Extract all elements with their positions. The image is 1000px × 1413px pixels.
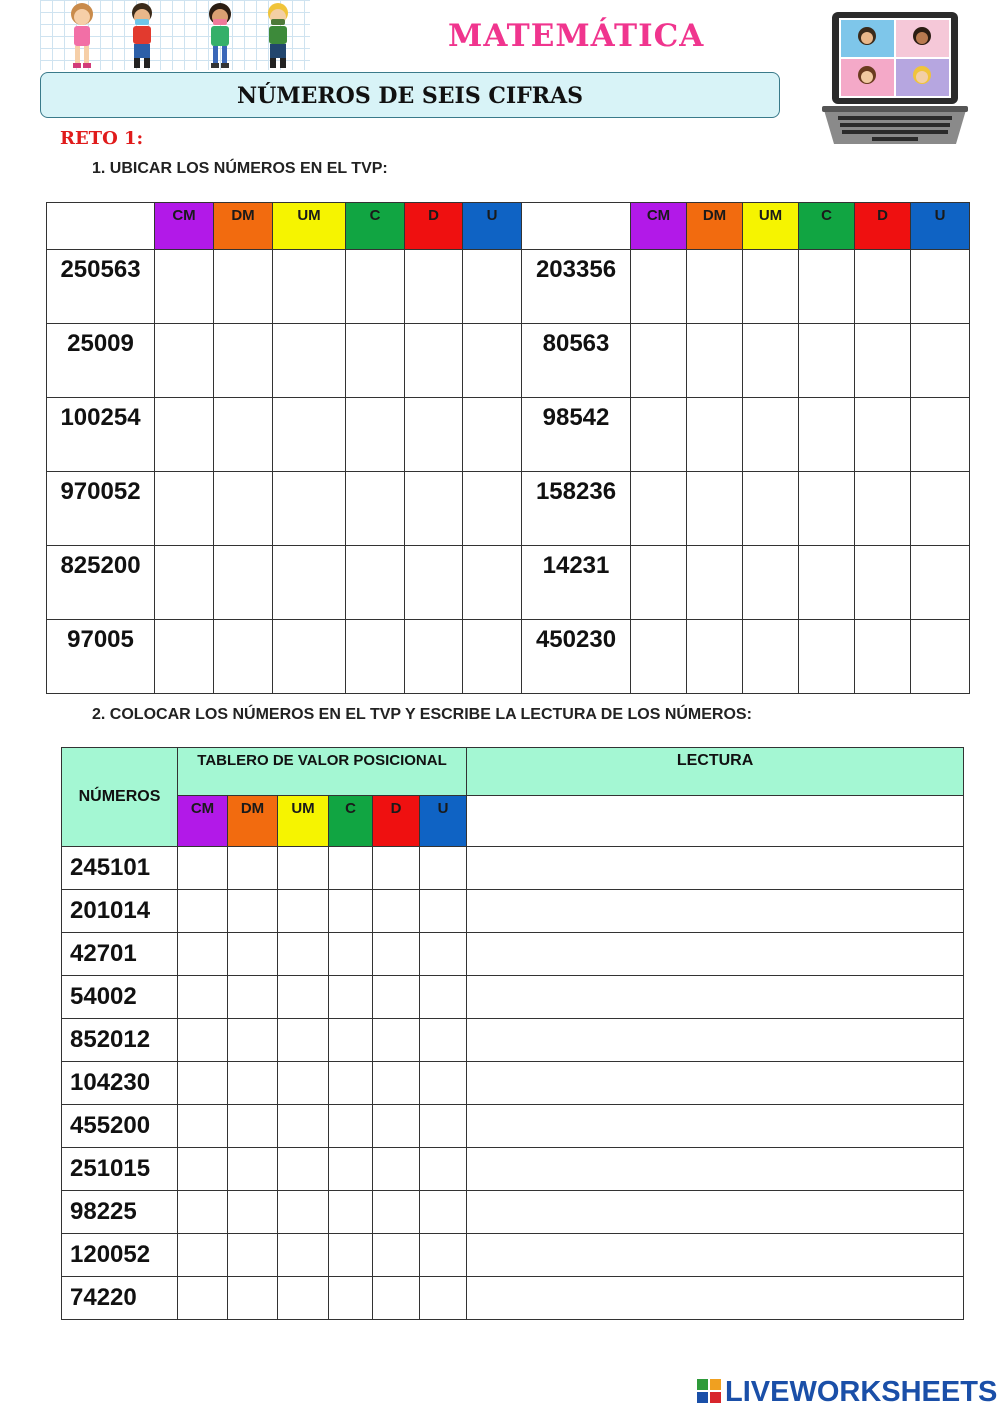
answer-cell[interactable] xyxy=(855,546,911,620)
number-cell: 203356 xyxy=(522,250,631,324)
answer-cell[interactable] xyxy=(228,1062,278,1105)
answer-cell[interactable] xyxy=(855,620,911,694)
number-cell: 158236 xyxy=(522,472,631,546)
blank-header xyxy=(47,203,155,250)
answer-cell[interactable] xyxy=(631,546,687,620)
answer-cell[interactable] xyxy=(346,324,405,398)
answer-cell[interactable] xyxy=(855,324,911,398)
answer-cell[interactable] xyxy=(687,398,743,472)
table-1-header xyxy=(47,203,970,250)
answer-cell[interactable] xyxy=(420,1105,467,1148)
number-cell: 98542 xyxy=(522,398,631,472)
lectura-cell[interactable] xyxy=(467,1019,964,1062)
answer-cell[interactable] xyxy=(214,250,273,324)
answer-cell[interactable] xyxy=(420,1062,467,1105)
table-row xyxy=(62,1191,964,1234)
answer-cell[interactable] xyxy=(373,1062,420,1105)
answer-cell[interactable] xyxy=(911,324,970,398)
table-row xyxy=(47,324,970,398)
table-row xyxy=(62,890,964,933)
answer-cell[interactable] xyxy=(329,976,373,1019)
kids-illustration xyxy=(40,0,310,70)
number-cell: 245101 xyxy=(62,847,178,890)
kid-boy-blond-icon xyxy=(258,0,298,70)
answer-cell[interactable] xyxy=(346,398,405,472)
table-row xyxy=(62,847,964,890)
col-um: UM xyxy=(273,203,346,250)
number-cell: 74220 xyxy=(62,1277,178,1320)
number-cell: 97005 xyxy=(47,620,155,694)
answer-cell[interactable] xyxy=(420,1234,467,1277)
answer-cell[interactable] xyxy=(346,250,405,324)
answer-cell[interactable] xyxy=(178,1105,228,1148)
instruction-1: 1. UBICAR LOS NÚMEROS EN EL TVP: xyxy=(92,160,388,177)
answer-cell[interactable] xyxy=(405,472,463,546)
answer-cell[interactable] xyxy=(329,1019,373,1062)
lectura-cell[interactable] xyxy=(467,1105,964,1148)
answer-cell[interactable] xyxy=(631,472,687,546)
col-u: U xyxy=(463,203,522,250)
answer-cell[interactable] xyxy=(329,1277,373,1320)
answer-cell[interactable] xyxy=(278,933,329,976)
answer-cell[interactable] xyxy=(373,1148,420,1191)
answer-cell[interactable] xyxy=(273,324,346,398)
answer-cell[interactable] xyxy=(373,1277,420,1320)
table-row xyxy=(62,1277,964,1320)
answer-cell[interactable] xyxy=(278,1277,329,1320)
answer-cell[interactable] xyxy=(373,1191,420,1234)
answer-cell[interactable] xyxy=(228,976,278,1019)
answer-cell[interactable] xyxy=(178,1277,228,1320)
answer-cell[interactable] xyxy=(373,1019,420,1062)
answer-cell[interactable] xyxy=(273,398,346,472)
lectura-cell[interactable] xyxy=(467,1234,964,1277)
logo-text: LIVEWORKSHEETS xyxy=(725,1376,998,1408)
answer-cell[interactable] xyxy=(799,324,855,398)
answer-cell[interactable] xyxy=(329,1148,373,1191)
answer-cell[interactable] xyxy=(178,1148,228,1191)
answer-cell[interactable] xyxy=(799,472,855,546)
answer-cell[interactable] xyxy=(463,250,522,324)
answer-cell[interactable] xyxy=(463,398,522,472)
answer-cell[interactable] xyxy=(214,398,273,472)
answer-cell[interactable] xyxy=(228,1234,278,1277)
table-row xyxy=(62,976,964,1019)
page-title: MATEMÁTICA xyxy=(448,18,705,54)
answer-cell[interactable] xyxy=(278,1191,329,1234)
kid-girl-mask-icon xyxy=(200,0,240,70)
answer-cell[interactable] xyxy=(855,472,911,546)
col-dm: DM xyxy=(228,796,278,847)
answer-cell[interactable] xyxy=(278,976,329,1019)
table-row xyxy=(62,1105,964,1148)
number-cell: 852012 xyxy=(62,1019,178,1062)
number-cell: 970052 xyxy=(47,472,155,546)
tvp-table-2 xyxy=(61,747,964,1320)
number-cell: 80563 xyxy=(522,324,631,398)
number-cell: 251015 xyxy=(62,1148,178,1191)
answer-cell[interactable] xyxy=(631,620,687,694)
col-cm: CM xyxy=(631,203,687,250)
answer-cell[interactable] xyxy=(743,546,799,620)
answer-cell[interactable] xyxy=(278,1062,329,1105)
answer-cell[interactable] xyxy=(178,890,228,933)
lectura-cell[interactable] xyxy=(467,1191,964,1234)
col-cm: CM xyxy=(155,203,214,250)
answer-cell[interactable] xyxy=(278,1105,329,1148)
answer-cell[interactable] xyxy=(687,546,743,620)
table-row xyxy=(62,933,964,976)
tvp-table-1 xyxy=(46,202,970,694)
answer-cell[interactable] xyxy=(373,1105,420,1148)
answer-cell[interactable] xyxy=(799,546,855,620)
answer-cell[interactable] xyxy=(405,546,463,620)
answer-cell[interactable] xyxy=(373,1234,420,1277)
answer-cell[interactable] xyxy=(911,472,970,546)
answer-cell[interactable] xyxy=(278,847,329,890)
laptop-video-call-icon xyxy=(822,10,968,150)
answer-cell[interactable] xyxy=(329,1062,373,1105)
answer-cell[interactable] xyxy=(228,1019,278,1062)
col-d: D xyxy=(373,796,420,847)
answer-cell[interactable] xyxy=(911,546,970,620)
answer-cell[interactable] xyxy=(346,620,405,694)
table-row xyxy=(62,1062,964,1105)
answer-cell[interactable] xyxy=(420,1019,467,1062)
numbers-header: NÚMEROS xyxy=(62,748,178,847)
answer-cell[interactable] xyxy=(631,324,687,398)
answer-cell[interactable] xyxy=(155,398,214,472)
answer-cell[interactable] xyxy=(911,250,970,324)
number-cell: 825200 xyxy=(47,546,155,620)
answer-cell[interactable] xyxy=(178,1062,228,1105)
answer-cell[interactable] xyxy=(228,1148,278,1191)
lectura-cell[interactable] xyxy=(467,933,964,976)
answer-cell[interactable] xyxy=(463,546,522,620)
answer-cell[interactable] xyxy=(687,324,743,398)
answer-cell[interactable] xyxy=(214,472,273,546)
number-cell: 25009 xyxy=(47,324,155,398)
answer-cell[interactable] xyxy=(273,472,346,546)
answer-cell[interactable] xyxy=(178,847,228,890)
col-dm: DM xyxy=(214,203,273,250)
answer-cell[interactable] xyxy=(178,933,228,976)
table-2-header-top xyxy=(62,748,964,796)
answer-cell[interactable] xyxy=(631,398,687,472)
number-cell: 455200 xyxy=(62,1105,178,1148)
answer-cell[interactable] xyxy=(178,1019,228,1062)
col-c: C xyxy=(346,203,405,250)
answer-cell[interactable] xyxy=(155,250,214,324)
lectura-blank xyxy=(467,796,964,847)
answer-cell[interactable] xyxy=(405,398,463,472)
answer-cell[interactable] xyxy=(278,1019,329,1062)
answer-cell[interactable] xyxy=(405,324,463,398)
kid-girl-icon xyxy=(62,0,102,70)
table-row xyxy=(62,1019,964,1062)
blank-header xyxy=(522,203,631,250)
table-row xyxy=(47,620,970,694)
answer-cell[interactable] xyxy=(405,250,463,324)
table-row xyxy=(47,398,970,472)
col-cm: CM xyxy=(178,796,228,847)
number-cell: 104230 xyxy=(62,1062,178,1105)
answer-cell[interactable] xyxy=(278,1148,329,1191)
answer-cell[interactable] xyxy=(420,1148,467,1191)
answer-cell[interactable] xyxy=(155,546,214,620)
col-um: UM xyxy=(743,203,799,250)
number-cell: 450230 xyxy=(522,620,631,694)
answer-cell[interactable] xyxy=(228,933,278,976)
answer-cell[interactable] xyxy=(214,324,273,398)
col-u: U xyxy=(420,796,467,847)
answer-cell[interactable] xyxy=(855,250,911,324)
table-row xyxy=(47,250,970,324)
answer-cell[interactable] xyxy=(743,620,799,694)
tvp-header: TABLERO DE VALOR POSICIONAL xyxy=(178,748,467,796)
answer-cell[interactable] xyxy=(373,976,420,1019)
answer-cell[interactable] xyxy=(799,620,855,694)
answer-cell[interactable] xyxy=(373,890,420,933)
answer-cell[interactable] xyxy=(687,250,743,324)
answer-cell[interactable] xyxy=(855,398,911,472)
answer-cell[interactable] xyxy=(278,1234,329,1277)
col-um: UM xyxy=(278,796,329,847)
answer-cell[interactable] xyxy=(911,398,970,472)
kid-boy-icon xyxy=(122,0,162,70)
answer-cell[interactable] xyxy=(346,546,405,620)
lectura-cell[interactable] xyxy=(467,1148,964,1191)
answer-cell[interactable] xyxy=(373,847,420,890)
answer-cell[interactable] xyxy=(687,620,743,694)
subtitle-text: NÚMEROS DE SEIS CIFRAS xyxy=(236,83,584,109)
answer-cell[interactable] xyxy=(278,890,329,933)
answer-cell[interactable] xyxy=(420,976,467,1019)
answer-cell[interactable] xyxy=(273,250,346,324)
answer-cell[interactable] xyxy=(420,1277,467,1320)
answer-cell[interactable] xyxy=(420,847,467,890)
answer-cell[interactable] xyxy=(463,472,522,546)
answer-cell[interactable] xyxy=(228,847,278,890)
answer-cell[interactable] xyxy=(228,890,278,933)
number-cell: 201014 xyxy=(62,890,178,933)
instruction-2: 2. COLOCAR LOS NÚMEROS EN EL TVP Y ESCRIBE LA LECTURA DE LOS NÚMEROS: xyxy=(92,706,752,723)
table-row xyxy=(47,546,970,620)
answer-cell[interactable] xyxy=(687,472,743,546)
lectura-cell[interactable] xyxy=(467,847,964,890)
answer-cell[interactable] xyxy=(743,472,799,546)
answer-cell[interactable] xyxy=(329,847,373,890)
answer-cell[interactable] xyxy=(178,1234,228,1277)
answer-cell[interactable] xyxy=(631,250,687,324)
answer-cell[interactable] xyxy=(463,620,522,694)
lectura-cell[interactable] xyxy=(467,890,964,933)
answer-cell[interactable] xyxy=(799,398,855,472)
answer-cell[interactable] xyxy=(329,890,373,933)
col-c: C xyxy=(799,203,855,250)
answer-cell[interactable] xyxy=(329,1234,373,1277)
answer-cell[interactable] xyxy=(743,250,799,324)
col-c: C xyxy=(329,796,373,847)
answer-cell[interactable] xyxy=(346,472,405,546)
answer-cell[interactable] xyxy=(155,620,214,694)
table-row xyxy=(62,1148,964,1191)
table-2-header-cols xyxy=(62,796,964,847)
answer-cell[interactable] xyxy=(228,1277,278,1320)
liveworksheets-logo xyxy=(697,1376,997,1409)
logo-grid-icon xyxy=(697,1379,721,1403)
lectura-header: LECTURA xyxy=(467,748,964,796)
answer-cell[interactable] xyxy=(405,620,463,694)
answer-cell[interactable] xyxy=(743,324,799,398)
answer-cell[interactable] xyxy=(228,1191,278,1234)
number-cell: 120052 xyxy=(62,1234,178,1277)
answer-cell[interactable] xyxy=(373,933,420,976)
answer-cell[interactable] xyxy=(273,546,346,620)
col-d: D xyxy=(405,203,463,250)
answer-cell[interactable] xyxy=(420,933,467,976)
answer-cell[interactable] xyxy=(155,472,214,546)
answer-cell[interactable] xyxy=(911,620,970,694)
answer-cell[interactable] xyxy=(329,1105,373,1148)
answer-cell[interactable] xyxy=(420,890,467,933)
col-dm: DM xyxy=(687,203,743,250)
col-u: U xyxy=(911,203,970,250)
answer-cell[interactable] xyxy=(329,933,373,976)
number-cell: 98225 xyxy=(62,1191,178,1234)
lectura-cell[interactable] xyxy=(467,1277,964,1320)
answer-cell[interactable] xyxy=(273,620,346,694)
number-cell: 250563 xyxy=(47,250,155,324)
answer-cell[interactable] xyxy=(178,976,228,1019)
table-row xyxy=(62,1234,964,1277)
col-d: D xyxy=(855,203,911,250)
answer-cell[interactable] xyxy=(214,546,273,620)
answer-cell[interactable] xyxy=(799,250,855,324)
answer-cell[interactable] xyxy=(463,324,522,398)
answer-cell[interactable] xyxy=(228,1105,278,1148)
number-cell: 54002 xyxy=(62,976,178,1019)
answer-cell[interactable] xyxy=(420,1191,467,1234)
answer-cell[interactable] xyxy=(743,398,799,472)
lectura-cell[interactable] xyxy=(467,1062,964,1105)
answer-cell[interactable] xyxy=(155,324,214,398)
number-cell: 14231 xyxy=(522,546,631,620)
table-row xyxy=(47,472,970,546)
reto-label: RETO 1: xyxy=(60,128,144,149)
number-cell: 100254 xyxy=(47,398,155,472)
number-cell: 42701 xyxy=(62,933,178,976)
answer-cell[interactable] xyxy=(214,620,273,694)
answer-cell[interactable] xyxy=(178,1191,228,1234)
answer-cell[interactable] xyxy=(329,1191,373,1234)
subtitle-banner xyxy=(40,72,780,118)
lectura-cell[interactable] xyxy=(467,976,964,1019)
